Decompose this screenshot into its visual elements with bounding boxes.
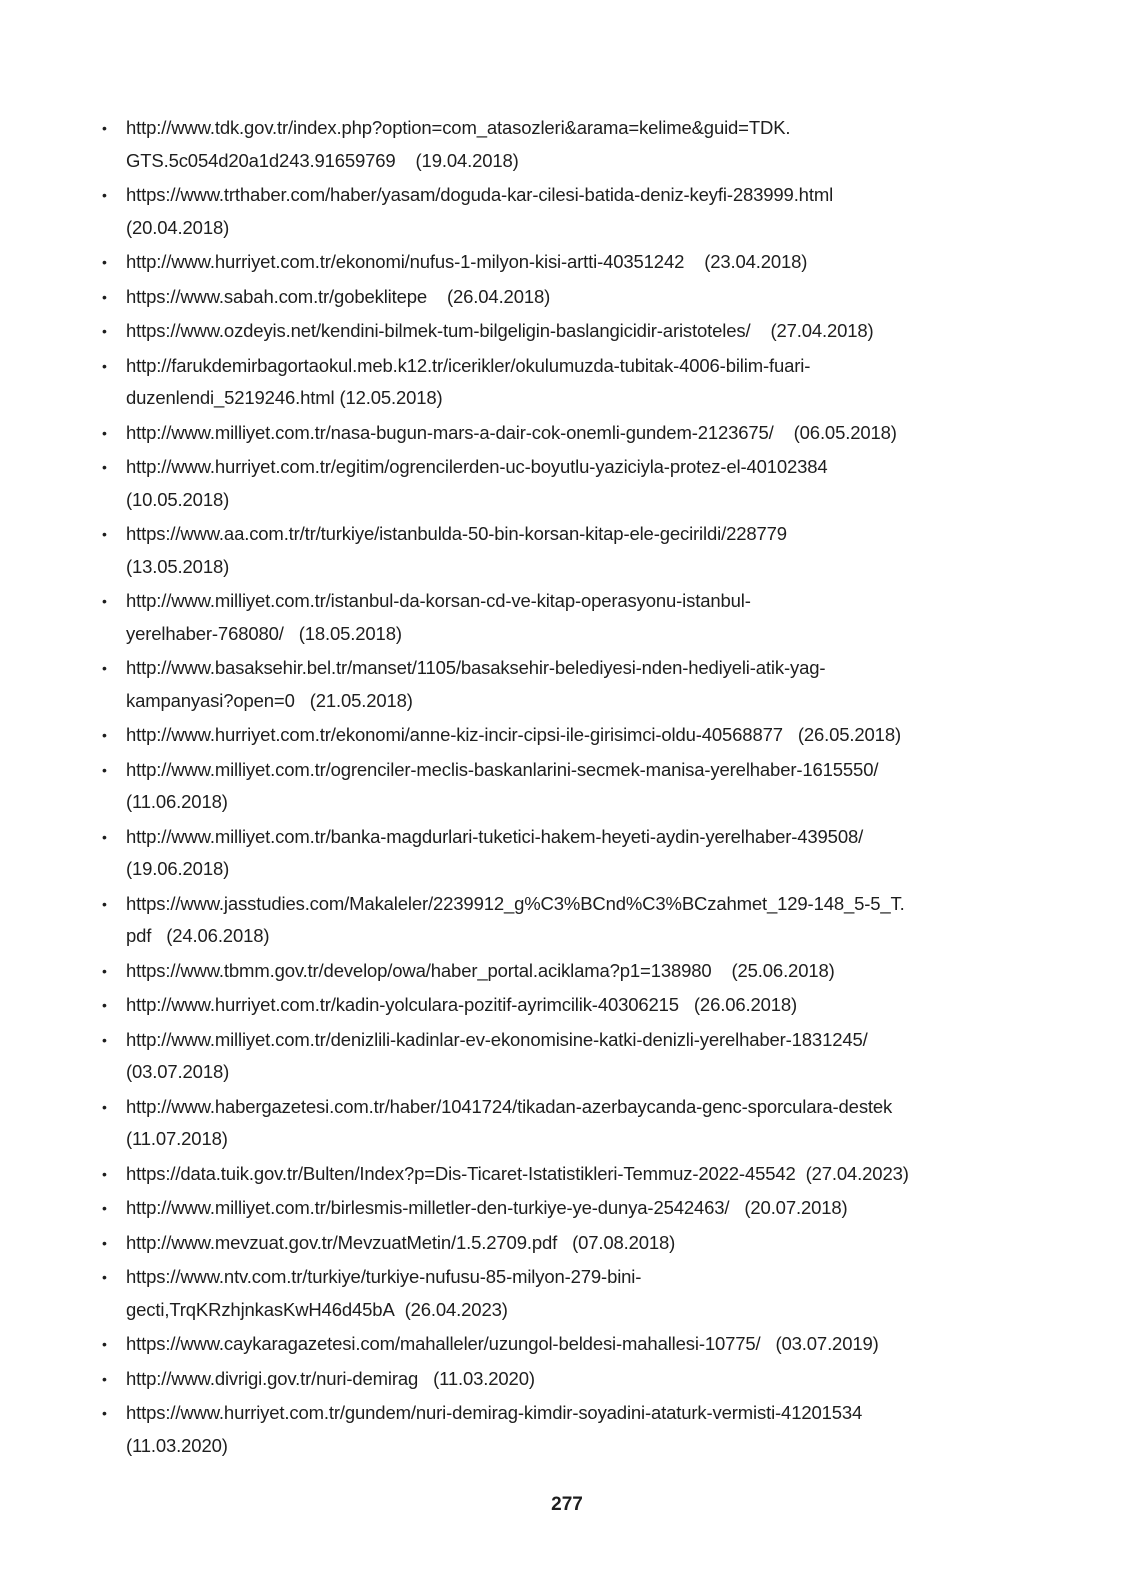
reference-date: (27.04.2018) — [770, 320, 874, 341]
list-item — [100, 1024, 1030, 1089]
reference-date: (12.05.2018) — [339, 387, 443, 408]
list-item — [100, 179, 1030, 244]
reference-date: (11.03.2020) — [126, 1434, 228, 1456]
list-item — [100, 1397, 1030, 1462]
reference-url[interactable]: https://www.sabah.com.tr/gobeklitepe — [126, 285, 428, 307]
list-item — [100, 451, 1030, 516]
reference-date: (03.07.2018) — [126, 1061, 230, 1082]
reference-url[interactable]: http://www.milliyet.com.tr/birlesmis-milletler-den-turkiye-ye-dunya-2542463/ — [126, 1197, 730, 1218]
reference-date: (13.05.2018) — [126, 555, 230, 577]
reference-date: (25.06.2018) — [731, 959, 835, 981]
reference-date: (21.05.2018) — [309, 689, 413, 711]
list-item — [100, 1227, 1030, 1260]
list-item — [100, 1091, 1030, 1156]
reference-url[interactable]: http://www.milliyet.com.tr/nasa-bugun-mars-a-dair-cok-onemli-gundem-2123675/ — [126, 421, 774, 443]
reference-url[interactable]: https://www.tbmm.gov.tr/develop/owa/haber_portal.aciklama?p1=138980 — [126, 959, 712, 981]
page-number: 277 — [551, 1494, 583, 1515]
reference-date: (06.05.2018) — [793, 421, 897, 443]
reference-date: (03.07.2019) — [775, 1333, 879, 1354]
reference-date: (11.03.2020) — [433, 1367, 535, 1389]
list-item — [100, 518, 1030, 583]
list-item — [100, 281, 1030, 314]
reference-url[interactable]: http://www.hurriyet.com.tr/ekonomi/anne-kiz-incir-cipsi-ile-girisimci-oldu-40568877 — [126, 724, 783, 745]
reference-url[interactable]: http://www.divrigi.gov.tr/nuri-demirag — [126, 1367, 419, 1389]
reference-url[interactable]: http://farukdemirbagortaokul.meb.k12.tr/icerikler/okulumuzda-tubitak-4006-bilim-fuari- — [126, 354, 811, 376]
reference-url[interactable]: https://data.tuik.gov.tr/Bulten/Index?p=Dis-Ticaret-Istatistikleri-Temmuz-2022-45542 — [126, 1162, 796, 1184]
reference-url[interactable]: http://www.milliyet.com.tr/istanbul-da-korsan-cd-ve-kitap-operasyonu-istanbul- — [126, 590, 751, 611]
reference-date: (18.05.2018) — [298, 622, 402, 644]
reference-url[interactable]: http://www.mevzuat.gov.tr/MevzuatMetin/1.5.2709.pdf — [126, 1231, 558, 1253]
list-item — [100, 585, 1030, 650]
reference-date: (26.04.2023) — [404, 1298, 508, 1320]
list-item — [100, 417, 1030, 450]
reference-url[interactable]: https://www.trthaber.com/haber/yasam/doguda-kar-cilesi-batida-deniz-keyfi-283999.html — [126, 184, 834, 205]
reference-url[interactable]: http://www.hurriyet.com.tr/egitim/ogrencilerden-uc-boyutlu-yaziciyla-protez-el-40102384 — [126, 456, 828, 477]
list-item — [100, 888, 1030, 953]
list-item — [100, 246, 1030, 279]
reference-date: (26.05.2018) — [797, 724, 901, 745]
reference-url-continued[interactable]: yerelhaber-768080/ — [126, 622, 284, 644]
reference-url-continued[interactable]: kampanyasi?open=0 — [126, 689, 295, 711]
reference-url-continued[interactable]: GTS.5c054d20a1d243.91659769 — [126, 149, 396, 171]
reference-date: (20.07.2018) — [744, 1197, 848, 1218]
reference-date: (24.06.2018) — [166, 925, 270, 946]
reference-url-continued[interactable]: duzenlendi_5219246.html — [126, 387, 335, 408]
list-item — [100, 754, 1030, 819]
reference-url[interactable]: https://www.hurriyet.com.tr/gundem/nuri-demirag-kimdir-soyadini-ataturk-vermisti-41201534 — [126, 1402, 863, 1423]
reference-date: (26.06.2018) — [693, 994, 798, 1015]
list-item — [100, 350, 1030, 415]
reference-url[interactable]: http://www.milliyet.com.tr/denizlili-kadinlar-ev-ekonomisine-katki-denizli-yerelhaber-1831245/ — [126, 1028, 868, 1050]
reference-url[interactable]: https://www.aa.com.tr/tr/turkiye/istanbulda-50-bin-korsan-kitap-ele-gecirildi/228779 — [126, 523, 787, 544]
reference-date: (07.08.2018) — [572, 1231, 676, 1253]
reference-url[interactable]: http://www.habergazetesi.com.tr/haber/1041724/tikadan-azerbaycanda-genc-sporculara-destek — [126, 1095, 893, 1117]
reference-date: (20.04.2018) — [126, 216, 230, 238]
reference-url[interactable]: http://www.tdk.gov.tr/index.php?option=com_atasozleri&arama=kelime&guid=TDK. — [126, 117, 791, 138]
reference-date: (19.06.2018) — [126, 858, 230, 879]
reference-url[interactable]: http://www.milliyet.com.tr/ogrenciler-meclis-baskanlarini-secmek-manisa-yerelhaber-1615550/ — [126, 758, 879, 780]
reference-date: (19.04.2018) — [415, 149, 519, 171]
list-item — [100, 1363, 1030, 1396]
reference-url[interactable]: https://www.ntv.com.tr/turkiye/turkiye-nufusu-85-milyon-279-bini- — [126, 1266, 642, 1287]
list-item — [100, 955, 1030, 988]
reference-url[interactable]: http://www.hurriyet.com.tr/kadin-yolculara-pozitif-ayrimcilik-40306215 — [126, 994, 679, 1015]
reference-date: (26.04.2018) — [447, 285, 551, 307]
reference-url[interactable]: http://www.milliyet.com.tr/banka-magdurlari-tuketici-hakem-heyeti-aydin-yerelhaber-439508/ — [126, 825, 864, 847]
reference-list — [100, 112, 1030, 1464]
list-item — [100, 315, 1030, 348]
reference-date: (27.04.2023) — [805, 1162, 909, 1184]
reference-date: (10.05.2018) — [126, 488, 230, 510]
list-item — [100, 1261, 1030, 1326]
list-item — [100, 989, 1030, 1022]
reference-date: (11.06.2018) — [126, 791, 228, 812]
list-item — [100, 1328, 1030, 1361]
list-item — [100, 1158, 1030, 1191]
reference-url-continued[interactable]: pdf — [126, 925, 152, 946]
list-item — [100, 821, 1030, 886]
list-item — [100, 112, 1030, 177]
reference-url[interactable]: https://www.jasstudies.com/Makaleler/2239912_g%C3%BCnd%C3%BCzahmet_129-148_5-5_T. — [126, 892, 905, 914]
reference-url[interactable]: https://www.caykaragazetesi.com/mahalleler/uzungol-beldesi-mahallesi-10775/ — [126, 1333, 761, 1354]
reference-date: (11.07.2018) — [126, 1128, 228, 1149]
reference-url[interactable]: http://www.basaksehir.bel.tr/manset/1105/basaksehir-belediyesi-nden-hediyeli-atik-yag- — [126, 657, 826, 678]
reference-date: (23.04.2018) — [704, 251, 808, 272]
reference-url[interactable]: https://www.ozdeyis.net/kendini-bilmek-tum-bilgeligin-baslangicidir-aristoteles/ — [126, 320, 751, 341]
list-item — [100, 1192, 1030, 1225]
reference-url[interactable]: http://www.hurriyet.com.tr/ekonomi/nufus-1-milyon-kisi-artti-40351242 — [126, 251, 685, 272]
list-item — [100, 719, 1030, 752]
list-item — [100, 652, 1030, 717]
reference-url-continued[interactable]: gecti,TrqKRzhjnkasKwH46d45bA — [126, 1298, 395, 1320]
